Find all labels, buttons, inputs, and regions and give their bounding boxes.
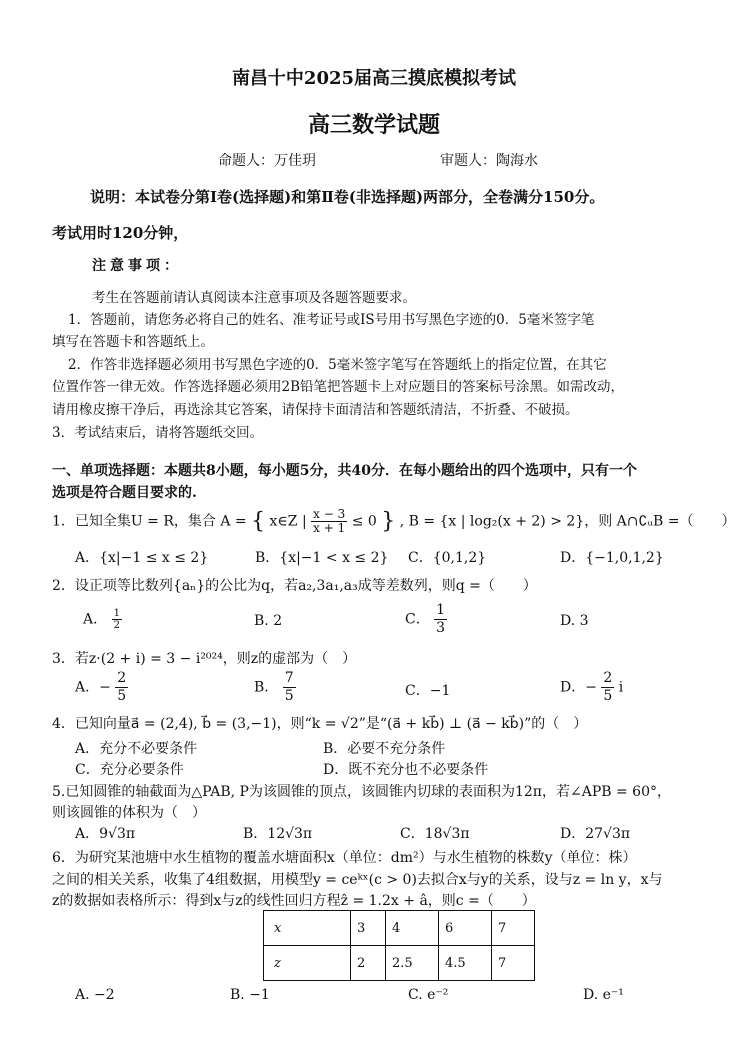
question-6-line-3: z的数据如表格所示：得到x与z的线性回归方程ẑ = 1.2x + â，则c =（ ）	[52, 893, 536, 909]
table-cell: 4.5	[439, 946, 492, 981]
q1-option-a: A．{x|−1 ≤ x ≤ 2}	[75, 550, 209, 566]
q3-option-b-label: B．	[254, 679, 279, 696]
q3-option-b	[254, 670, 296, 705]
table-row	[264, 946, 535, 981]
question-1	[52, 508, 735, 535]
q2-a-numerator: 1	[113, 608, 120, 619]
q5-option-d: D．27√3π	[560, 826, 631, 842]
q3-option-d	[560, 670, 623, 705]
question-5-line-1: 5.已知圆锥的轴截面为△PAB, P为该圆锥的顶点，该圆锥内切球的表面积为12π，若∠APB = 60°，	[52, 784, 671, 800]
q3-d-numerator: 2	[603, 670, 613, 686]
school-title: 南昌十中2025届高三摸底模拟考试	[231, 68, 517, 89]
table-cell: 6	[439, 911, 492, 946]
q3-a-denominator: 5	[117, 688, 127, 704]
notice-item-2b: 位置作答一律无效。作答选择题必须用2B铅笔把答题卡上对应题目的答案标号涂黑。如需改动，	[52, 379, 625, 395]
question-2: 2．设正项等比数列{aₙ}的公比为q，若a₂,3a₁,a₃成等差数列，则q =（ ）	[52, 578, 537, 594]
q1-option-c: C．{0,1,2}	[408, 550, 487, 566]
q1-fraction	[311, 508, 347, 535]
q1-inequality: ≤ 0	[351, 513, 377, 530]
q2-option-a	[83, 608, 122, 631]
q3-a-numerator: 2	[117, 670, 127, 686]
q2-option-c	[405, 602, 447, 637]
q3-option-a	[75, 670, 128, 705]
table-cell: 2.5	[386, 946, 439, 981]
section-heading-line-1: 一、单项选择题：本题共8小题，每小题5分，共40分．在每小题给出的四个选项中，只有一个	[52, 463, 637, 479]
notice-title: 注意事项：	[92, 258, 182, 274]
q5-option-c: C．18√3π	[400, 826, 470, 842]
q3-option-b-fraction	[283, 670, 296, 705]
notice-lead: 考生在答题前请认真阅读本注意事项及各题答题要求。	[92, 290, 416, 306]
q1-option-b: B．{x|−1 < x ≤ 2}	[255, 550, 389, 566]
question-6-line-1: 6．为研究某池塘中水生植物的覆盖水塘面积x（单位：dm²）与水生植物的株数y（单位：株）	[52, 850, 637, 866]
q2-c-numerator: 1	[436, 602, 446, 618]
q2-option-a-label: A．	[83, 611, 108, 628]
question-5-line-2: 则该圆锥的体积为（ ）	[52, 805, 206, 821]
q3-option-d-fraction	[601, 670, 614, 705]
notice-item-3: 3．考试结束后，请将答题纸交回。	[52, 425, 264, 441]
section-heading-line-2: 选项是符合题目要求的.	[52, 485, 197, 501]
notice-item-1b: 填写在答题卡和答题纸上。	[52, 334, 214, 350]
q4-option-a: A．充分不必要条件	[75, 741, 198, 757]
q4-option-d: D．既不充分也不必要条件	[323, 762, 489, 778]
reviewer-line: 审题人：陶海水	[440, 153, 538, 169]
q2-a-denominator: 2	[113, 620, 120, 631]
q1-stem-start: 1．已知全集U = R，集合 A =	[52, 513, 247, 530]
q2-option-c-label: C．	[405, 611, 430, 628]
brace-right-icon: }	[381, 509, 396, 534]
q3-option-a-fraction	[115, 670, 128, 705]
q3-option-a-label: A．−	[75, 679, 111, 696]
table-cell: z	[264, 946, 351, 981]
q1-stem-end: , B = {x | log₂(x + 2) > 2}，则 A∩∁ᵤB =（ ）	[399, 513, 736, 530]
instructions-line-1: 说明：本试卷分第Ⅰ卷(选择题)和第Ⅱ卷(非选择题)两部分，全卷满分150分。	[90, 188, 605, 206]
notice-item-2c: 请用橡皮擦干净后，再选涂其它答案，请保持卡面清洁和答题纸清洁，不折叠、不破损。	[52, 402, 579, 418]
q6-option-a: A. −2	[75, 987, 115, 1003]
question-3: 3．若z·(2 + i) = 3 − i²⁰²⁴，则z的虚部为（ ）	[52, 651, 357, 667]
q6-option-d: D. e⁻¹	[583, 987, 624, 1003]
q6-option-b: B. −1	[230, 987, 270, 1003]
q2-option-d: D. 3	[560, 613, 589, 629]
q4-option-b: B．必要不充分条件	[323, 741, 446, 757]
q3-option-d-label: D．−	[560, 679, 597, 696]
table-cell: 4	[386, 911, 439, 946]
q3-b-numerator: 7	[284, 670, 294, 686]
table-row	[264, 911, 535, 946]
q3-option-c: C．−1	[405, 683, 451, 699]
q1-set-var: x∈Z |	[269, 513, 307, 530]
q5-option-b: B．12√3π	[243, 826, 313, 842]
paper-title: 高三数学试题	[307, 112, 440, 138]
table-cell: x	[264, 911, 351, 946]
q3-b-denominator: 5	[284, 688, 294, 704]
q6-data-table	[263, 910, 535, 981]
q3-d-denominator: 5	[603, 688, 613, 704]
question-4: 4．已知向量a⃗ = (2,4), b⃗ = (3,−1)，则“k = √2”是“(a⃗ + kb⃗) ⊥ (a⃗ − kb⃗)”的（ ）	[52, 716, 588, 732]
q3-option-d-unit: i	[618, 679, 624, 696]
q4-option-c: C．充分必要条件	[75, 762, 184, 778]
q2-option-c-fraction	[434, 602, 447, 637]
q5-option-a: A．9√3π	[75, 826, 136, 842]
brace-left-icon: {	[251, 509, 266, 534]
table-cell: 7	[492, 946, 535, 981]
q2-option-a-fraction	[112, 608, 122, 631]
instructions-line-2: 考试用时120分钟，	[52, 224, 189, 242]
notice-item-1a: 1．答题前，请您务必将自己的姓名、准考证号或IS号用书写黑色字迹的0．5毫米签字笔	[68, 312, 595, 328]
question-6-line-2: 之间的相关关系，收集了4组数据，用模型y = ceᵏˣ(c > 0)去拟合x与y的关系，设与z = ln y，x与	[52, 872, 663, 888]
q2-c-denominator: 3	[436, 620, 446, 636]
q1-fraction-numerator: x − 3	[313, 507, 346, 521]
q6-option-c: C. e⁻²	[408, 987, 449, 1003]
notice-item-2a: 2．作答非选择题必须用书写黑色字迹的0．5毫米签字笔写在答题纸上的指定位置，在其它	[68, 357, 607, 373]
table-cell: 2	[351, 946, 386, 981]
q1-option-d: D．{−1,0,1,2}	[560, 550, 664, 566]
table-cell: 7	[492, 911, 535, 946]
table-cell: 3	[351, 911, 386, 946]
q1-fraction-denominator: x + 1	[313, 521, 346, 535]
author-line: 命题人：万佳玥	[218, 153, 316, 169]
q2-option-b: B. 2	[254, 613, 283, 629]
